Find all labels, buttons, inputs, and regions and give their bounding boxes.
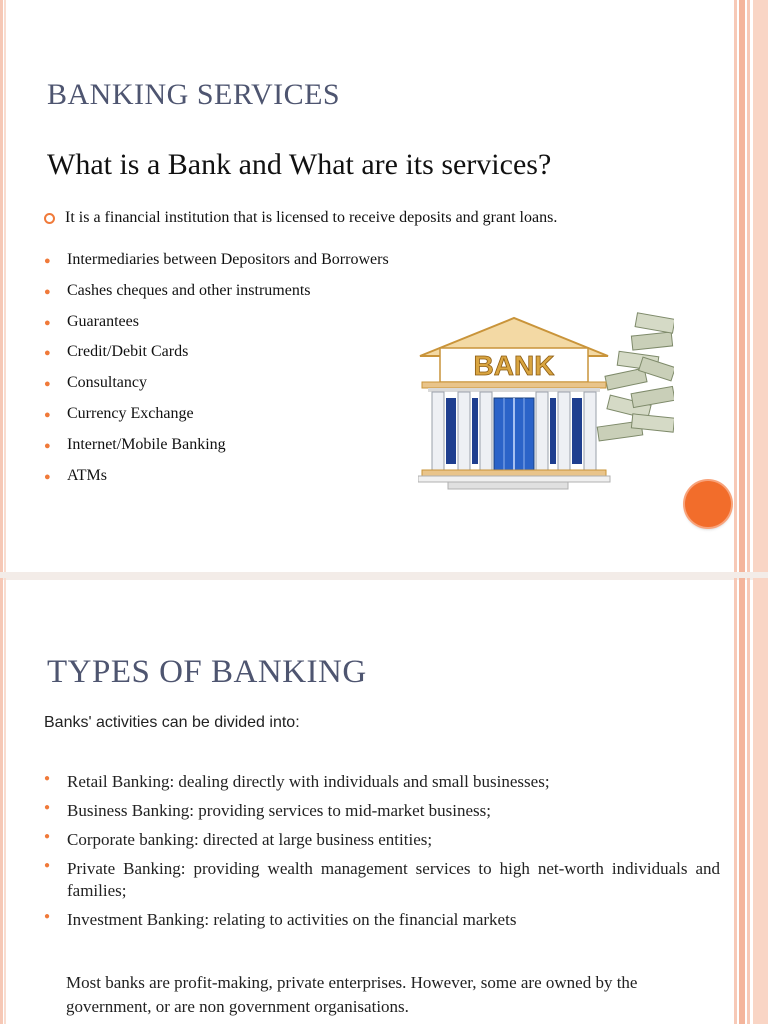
list-item: ● Credit/Debit Cards [44,343,389,374]
left-border [0,578,8,1024]
bullet-icon: ● [44,285,51,298]
slide-subtitle: What is a Bank and What are its services? [47,148,552,181]
orange-circle-decoration [685,481,731,527]
list-item: ● Consultancy [44,374,389,405]
list-item: ● Cashes cheques and other instruments [44,282,389,313]
lead-bullet [44,209,557,227]
bullet-icon: ● [44,255,51,267]
slide-title: BANKING SERVICES [47,78,341,111]
list-item: ● ATMs [44,467,389,498]
right-border [734,578,768,1024]
bullet-icon: ● [44,773,51,784]
list-item: ● Investment Banking: relating to activities on the financial markets [44,910,517,929]
slide-title: TYPES OF BANKING [47,654,367,690]
bullet-icon: ● [44,408,51,421]
left-border [0,0,8,578]
ring-bullet-icon [44,213,55,224]
bullet-icon: ● [44,347,51,360]
list-item: ● Corporate banking: directed at large business entities; [44,830,433,849]
bullet-icon: ● [44,439,51,452]
right-border [734,0,768,578]
bullet-icon: ● [44,802,51,813]
list-item: ● Guarantees [44,313,389,344]
banking-types-list [44,771,720,938]
bullet-icon: ● [44,316,51,329]
list-item: ● Private Banking: providing wealth management services to high net-worth individuals and families; [44,859,720,900]
bank-building-image [418,312,674,492]
list-item: ● Internet/Mobile Banking [44,436,389,467]
list-item: ● Business Banking: providing services to mid-market business; [44,801,492,820]
money-stacks-icon [597,313,674,441]
services-list [44,251,389,497]
list-item: ● Retail Banking: dealing directly with individuals and small businesses; [44,772,550,791]
list-item: ● Currency Exchange [44,405,389,436]
list-item: ● Intermediaries between Depositors and Borrowers [44,251,389,282]
closing-paragraph: Most banks are profit-making, private enterprises. However, some are owned by the government, or are non government organisations. [66,973,638,1016]
bullet-icon: ● [44,831,51,842]
bullet-icon: ● [44,911,51,922]
bullet-icon: ● [44,470,51,483]
intro-text: Banks' activities can be divided into: [44,714,300,731]
bullet-icon: ● [44,378,51,391]
lead-text: It is a financial institution that is licensed to receive deposits and grant loans. [65,209,558,226]
bullet-icon: ● [44,860,51,871]
slide-types-of-banking [0,578,768,1024]
bank-sign: BANK [473,350,555,381]
